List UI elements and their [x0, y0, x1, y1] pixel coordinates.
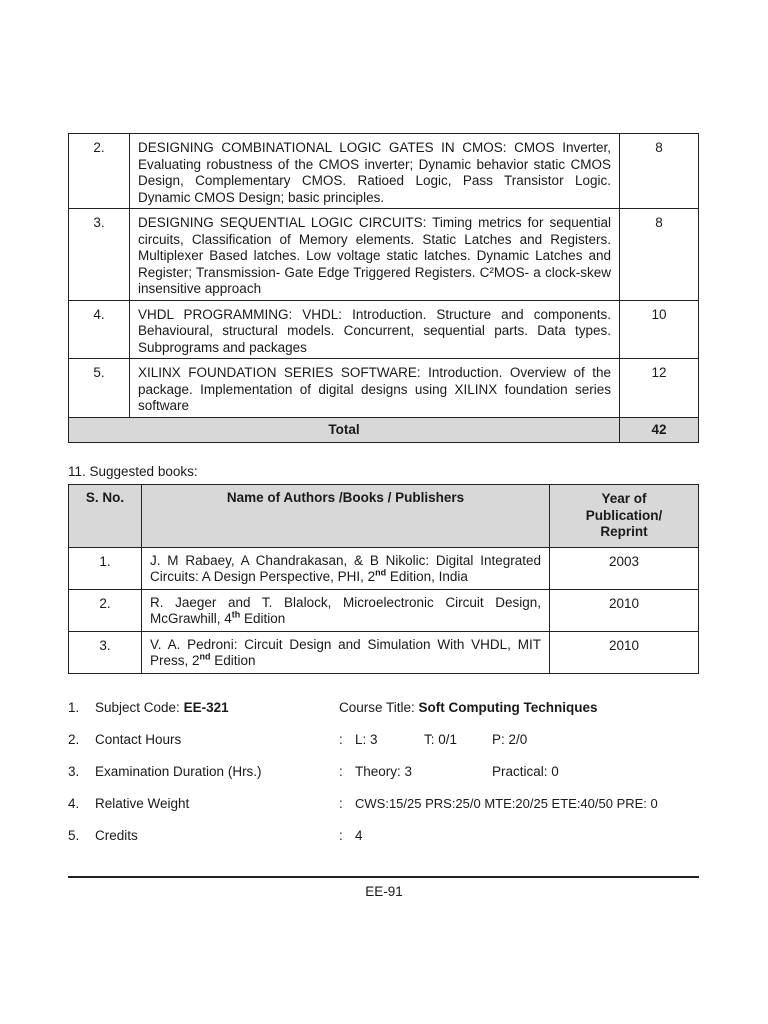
unit-hours: 8 [620, 134, 699, 209]
unit-description [130, 134, 620, 209]
unit-hours: 10 [620, 300, 699, 359]
unit-title: VHDL PROGRAMMING: [138, 306, 293, 322]
credits-label: Credits [95, 828, 138, 843]
lecture-hours: L: 3 [355, 732, 378, 747]
subject-code-label: Subject Code: [95, 700, 180, 715]
header-name: Name of Authors /Books / Publishers [142, 485, 550, 548]
unit-row [69, 134, 699, 209]
unit-hours: 12 [620, 359, 699, 418]
course-title-value: Soft Computing Techniques [418, 700, 598, 715]
info-relative-weight: 4. Relative Weight : CWS:15/25 PRS:25/0 MTE:20/25 ETE:40/50 PRE: 0 [68, 796, 658, 811]
book-details: J. M Rabaey, A Chandrakasan, & B Nikolic: Digital Integrated Circuits: A Design Perspective, PHI, 2nd Edition, India [142, 547, 550, 589]
units-table [68, 133, 699, 443]
info-exam-duration: 3. Examination Duration (Hrs.) : Theory: 3 Practical: 0 [68, 764, 559, 779]
book-row [69, 631, 699, 673]
unit-text: VHDL: Introduction. Structure and components. Behavioural, structural models. Concurrent, sequential parts. Data types. Subprograms and packages [138, 306, 611, 355]
unit-description [130, 209, 620, 301]
unit-number: 4. [69, 300, 130, 359]
books-header-row [69, 485, 699, 548]
unit-number: 3. [69, 209, 130, 301]
book-sno: 3. [69, 631, 142, 673]
total-value: 42 [620, 417, 699, 443]
info-contact-hours: 2. Contact Hours : L: 3 T: 0/1 P: 2/0 [68, 732, 528, 747]
total-label: Total [69, 417, 620, 443]
book-year: 2010 [550, 589, 699, 631]
unit-number: 2. [69, 134, 130, 209]
footer-divider [68, 876, 699, 878]
unit-row [69, 209, 699, 301]
unit-text: Timing metrics for sequential circuits, Classification of Memory elements. Static Latches and Registers. Multiplexer Based latches. Low voltage static latches. Dynamic Latches and Register; Transmission- Gate Edge Triggered Registers. C²MOS- a clock-skew insensitive approach [138, 215, 612, 296]
relative-weight-value: CWS:15/25 PRS:25/0 MTE:20/25 ETE:40/50 PRE: 0 [355, 796, 658, 811]
unit-number: 5. [69, 359, 130, 418]
unit-title: XILINX FOUNDATION SERIES SOFTWARE: [138, 365, 421, 380]
unit-title: DESIGNING SEQUENTIAL LOGIC CIRCUITS: [138, 215, 427, 230]
unit-description [130, 359, 620, 418]
practical-duration: Practical: 0 [492, 764, 559, 779]
header-year: Year of Publication/ Reprint [550, 485, 699, 548]
book-details: R. Jaeger and T. Blalock, Microelectronic Circuit Design, McGrawhill, 4th Edition [142, 589, 550, 631]
info-subject-code: 1. Subject Code: EE-321 Course Title: Soft Computing Techniques [68, 700, 598, 715]
books-table [68, 484, 699, 674]
book-details: V. A. Pedroni: Circuit Design and Simulation With VHDL, MIT Press, 2nd Edition [142, 631, 550, 673]
unit-hours: 8 [620, 209, 699, 301]
book-year: 2010 [550, 631, 699, 673]
header-sno: S. No. [69, 485, 142, 548]
book-sno: 1. [69, 547, 142, 589]
credits-value: 4 [355, 828, 363, 843]
course-title-label: Course Title: [339, 700, 415, 715]
relative-weight-label: Relative Weight [95, 796, 190, 811]
unit-title: DESIGNING COMBINATIONAL LOGIC GATES IN CMOS: [138, 140, 507, 155]
book-year: 2003 [550, 547, 699, 589]
unit-row [69, 300, 699, 359]
unit-text: Introduction. Overview of the package. Implementation of digital designs using XILINX foundation series software [138, 365, 611, 413]
unit-row [69, 359, 699, 418]
unit-text: CMOS Inverter, Evaluating robustness of the CMOS inverter; Dynamic behavior static CMOS Design, Complementary CMOS. Ratioed Logic, Pass Transistor Logic. Dynamic CMOS Design; basic principles. [138, 140, 611, 205]
page-number: EE-91 [365, 884, 403, 899]
theory-duration: Theory: 3 [355, 764, 413, 779]
info-credits: 5. Credits : 4 [68, 828, 363, 843]
total-row [69, 417, 699, 443]
exam-duration-label: Examination Duration (Hrs.) [95, 764, 262, 779]
contact-hours-label: Contact Hours [95, 732, 182, 747]
book-sno: 2. [69, 589, 142, 631]
subject-code-value: EE-321 [183, 700, 229, 715]
unit-description [130, 300, 620, 359]
tutorial-hours: T: 0/1 [424, 732, 458, 747]
practical-hours: P: 2/0 [492, 732, 528, 747]
book-row [69, 547, 699, 589]
suggested-books-label: 11. Suggested books: [68, 464, 198, 479]
book-row [69, 589, 699, 631]
